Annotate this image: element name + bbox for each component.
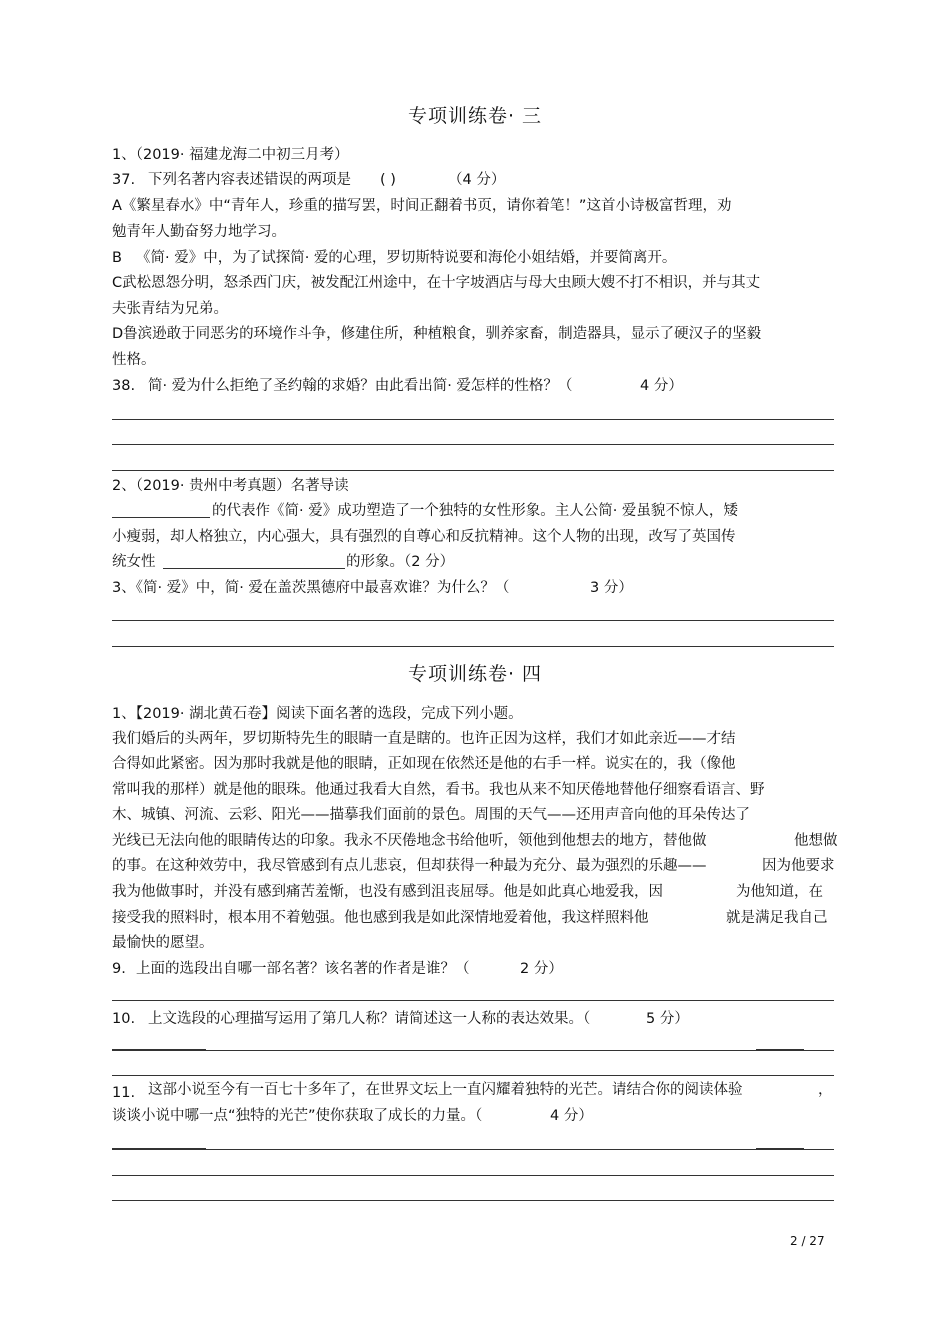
option-a-line-2: 勉青年人勤奋努力地学习。 [112,224,286,240]
answer-line [112,1200,834,1201]
passage-line-end: 他想做 [794,833,838,849]
question-9-score: 2 分） [520,961,563,977]
question-2-line-3b: 的形象。（2 分） [346,554,455,570]
passage-line: 合得如此紧密。因为那时我就是他的眼睛，正如现在依然还是他的右手一样。说实在的，我（像他 [112,756,736,772]
section-4-title: 专项训练卷· 四 [407,663,543,685]
answer-line [112,419,834,420]
question-37-text: 下列名著内容表述错误的两项是 [148,172,351,188]
question-9-number: 9. [112,961,126,977]
passage-line: 最愉快的愿望。 [112,935,214,951]
question-3-text: 3、《简· 爱》中，简· 爱在盖茨黑德府中最喜欢谁？为什么？（ [112,580,510,596]
passage-line: 我们婚后的头两年，罗切斯特先生的眼睛一直是瞎的。也许正因为这样，我们才如此亲近——才结 [112,731,736,747]
question-2-line-3a: 统女性 [112,554,156,570]
question-10-text: 上文选段的心理描写运用了第几人称？请简述这一人称的表达效果。（ [148,1011,591,1027]
answer-line [112,646,834,647]
question-9-text: 上面的选段出自哪一部名著？该名著的作者是谁？（ [136,961,470,977]
question-38-score: 4 分） [640,378,683,394]
passage-line: 我为他做事时，并没有感到痛苦羞惭，也没有感到沮丧屈辱。他是如此真心地爱我，因 [112,884,663,900]
option-d-line-1: D鲁滨逊敢于同恶劣的环境作斗争，修建住所，种植粮食，驯养家畜，制造器具，显示了硬汉子的坚毅 [112,326,762,342]
answer-line [112,1175,834,1176]
passage-line: 接受我的照料时，根本用不着勉强。他也感到我是如此深情地爱着他，我这样照料他 [112,910,649,926]
answer-line [756,1049,804,1051]
question-10-score: 5 分） [646,1011,689,1027]
answer-line [112,470,834,471]
answer-line [756,1148,804,1150]
option-b-text: 《简· 爱》中，为了试探简· 爱的心理，罗切斯特说要和海伦小姐结婚，并要简离开。 [136,250,677,266]
question-10-number: 10. [112,1011,136,1027]
answer-line [112,1075,834,1076]
question-11-number: 11. [112,1085,136,1101]
answer-line [112,1050,834,1051]
passage-line: 木、城镇、河流、云彩、阳光——描摹我们面前的景色。周围的天气——还用声音向他的耳朵传达了 [112,807,750,823]
question-11-text-1: 这部小说至今有一百七十多年了，在世界文坛上一直闪耀着独特的光芒。请结合你的阅读体验 [148,1082,743,1098]
fill-blank-image [163,568,345,569]
question-11-comma: ， [818,1082,833,1098]
passage-line-end: 因为他要求 [762,858,835,874]
question-3-score: 3 分） [590,580,633,596]
answer-line [112,1000,834,1001]
answer-parentheses: ( ) [380,172,396,188]
answer-line [112,444,834,445]
option-c-line-2: 夫张青结为兄弟。 [112,301,228,317]
passage-line-end: 为他知道，在 [736,884,823,900]
passage-line: 常叫我的那样）就是他的眼珠。他通过我看大自然，看书。我也从来不知厌倦地替他仔细察看语言、野 [112,782,765,798]
question-1-header: 1、【2019· 湖北黄石卷】阅读下面名著的选段，完成下列小题。 [112,706,523,722]
passage-line: 的事。在这种效劳中，我尽管感到有点儿悲哀，但却获得一种最为充分、最为强烈的乐趣—— [112,858,707,874]
option-c-line-1: C武松恩怨分明，怒杀西门庆，被发配江州途中，在十字坡酒店与母大虫顾大嫂不打不相识，并与其丈 [112,275,761,291]
question-37-number: 37. [112,172,136,188]
question-11-score: 4 分） [550,1108,593,1124]
question-2-line-1: 的代表作《简· 爱》成功塑造了一个独特的女性形象。主人公简· 爱虽貌不惊人，矮 [212,503,738,519]
answer-line [112,1149,834,1150]
question-38-text: 简· 爱为什么拒绝了圣约翰的求婚？由此看出简· 爱怎样的性格？（ [148,378,573,394]
option-d-line-2: 性格。 [112,352,156,368]
passage-line-end: 就是满足我自己 [726,910,828,926]
fill-blank-author [112,517,210,518]
question-2-line-2: 小瘦弱，却人格独立，内心强大，具有强烈的自尊心和反抗精神。这个人物的出现，改写了英国传 [112,529,736,545]
option-b-label: B [112,250,122,266]
option-a-line-1: A《繁星春水》中“青年人，珍重的描写罢，时间正翻着书页，请你着笔！”这首小诗极富哲理，劝 [112,198,732,214]
passage-line: 光线已无法向他的眼睛传达的印象。我永不厌倦地念书给他听，领他到他想去的地方，替他做 [112,833,707,849]
question-11-text-2: 谈谈小说中哪一点“独特的光芒”使你获取了成长的力量。（ [112,1108,483,1124]
page-number: 2 / 27 [790,1234,825,1248]
answer-line [112,620,834,621]
question-37-score: （4 分） [448,172,506,188]
question-2-header: 2、（2019· 贵州中考真题）名著导读 [112,478,349,494]
question-38-number: 38. [112,378,136,394]
question-1-header: 1、（2019· 福建龙海二中初三月考） [112,147,349,163]
section-3-title: 专项训练卷· 三 [407,105,543,127]
